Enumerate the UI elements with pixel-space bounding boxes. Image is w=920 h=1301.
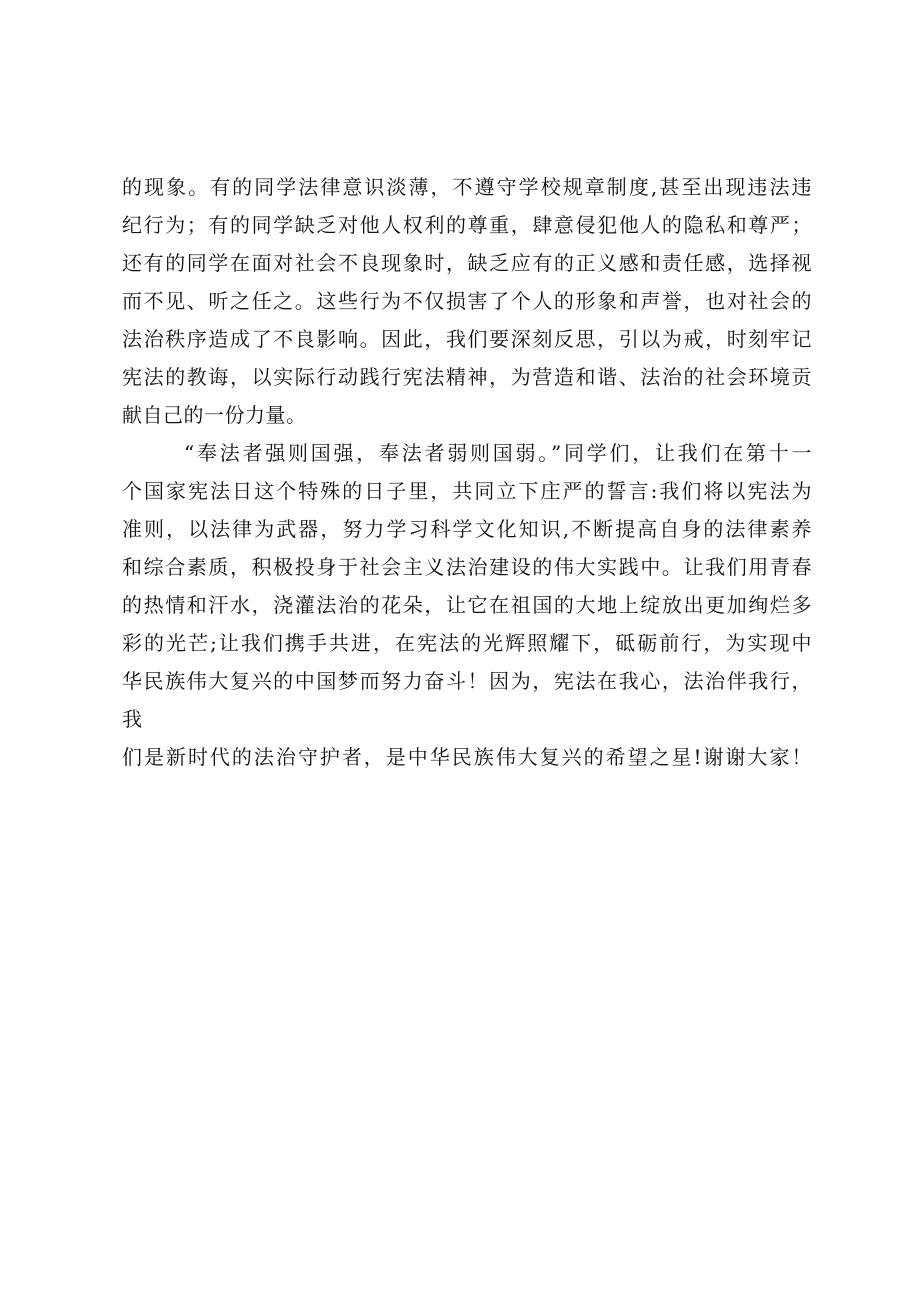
text-line: 纪行为；有的同学缺乏对他人权利的尊重，肆意侵犯他人的隐私和尊严； (122, 213, 812, 237)
text-line: 个国家宪法日这个特殊的日子里，共同立下庄严的誓言:我们将以宪法为 (122, 479, 812, 503)
text-line: 而不见、听之任之。这些行为不仅损害了个人的形象和声誉，也对社会的 (122, 289, 812, 313)
paragraph-1 (122, 168, 812, 434)
text-line: 们是新时代的法治守护者，是中华民族伟大复兴的希望之星!谢谢大家！ (122, 745, 812, 769)
text-line: 和综合素质，积极投身于社会主义法治建设的伟大实践中。让我们用青春 (122, 555, 812, 579)
text-line: 的热情和汗水，浇灌法治的花朵，让它在祖国的大地上绽放出更加绚烂多 (122, 593, 812, 617)
text-line: 准则，以法律为武器，努力学习科学文化知识,不断提高自身的法律素养 (122, 517, 812, 541)
text-line: 我 (122, 707, 143, 731)
text-line: 彩的光芒;让我们携手共进，在宪法的光辉照耀下，砥砺前行，为实现中 (122, 631, 812, 655)
paragraph-2 (122, 434, 812, 776)
document-body (122, 168, 812, 776)
text-line: 还有的同学在面对社会不良现象时，缺乏应有的正义感和责任感，选择视 (122, 251, 812, 275)
text-line: 法治秩序造成了不良影响。因此，我们要深刻反思，引以为戒，时刻牢记 (122, 327, 812, 351)
text-line: “奉法者强则国强，奉法者弱则国弱。”同学们，让我们在第十一 (184, 441, 812, 465)
text-line: 献自己的一份力量。 (122, 403, 307, 427)
text-line: 的现象。有的同学法律意识淡薄，不遵守学校规章制度,甚至出现违法违 (122, 175, 812, 199)
text-line: 华民族伟大复兴的中国梦而努力奋斗！因为，宪法在我心，法治伴我行， (122, 669, 812, 693)
text-line: 宪法的教诲，以实际行动践行宪法精神，为营造和谐、法治的社会环境贡 (122, 365, 812, 389)
